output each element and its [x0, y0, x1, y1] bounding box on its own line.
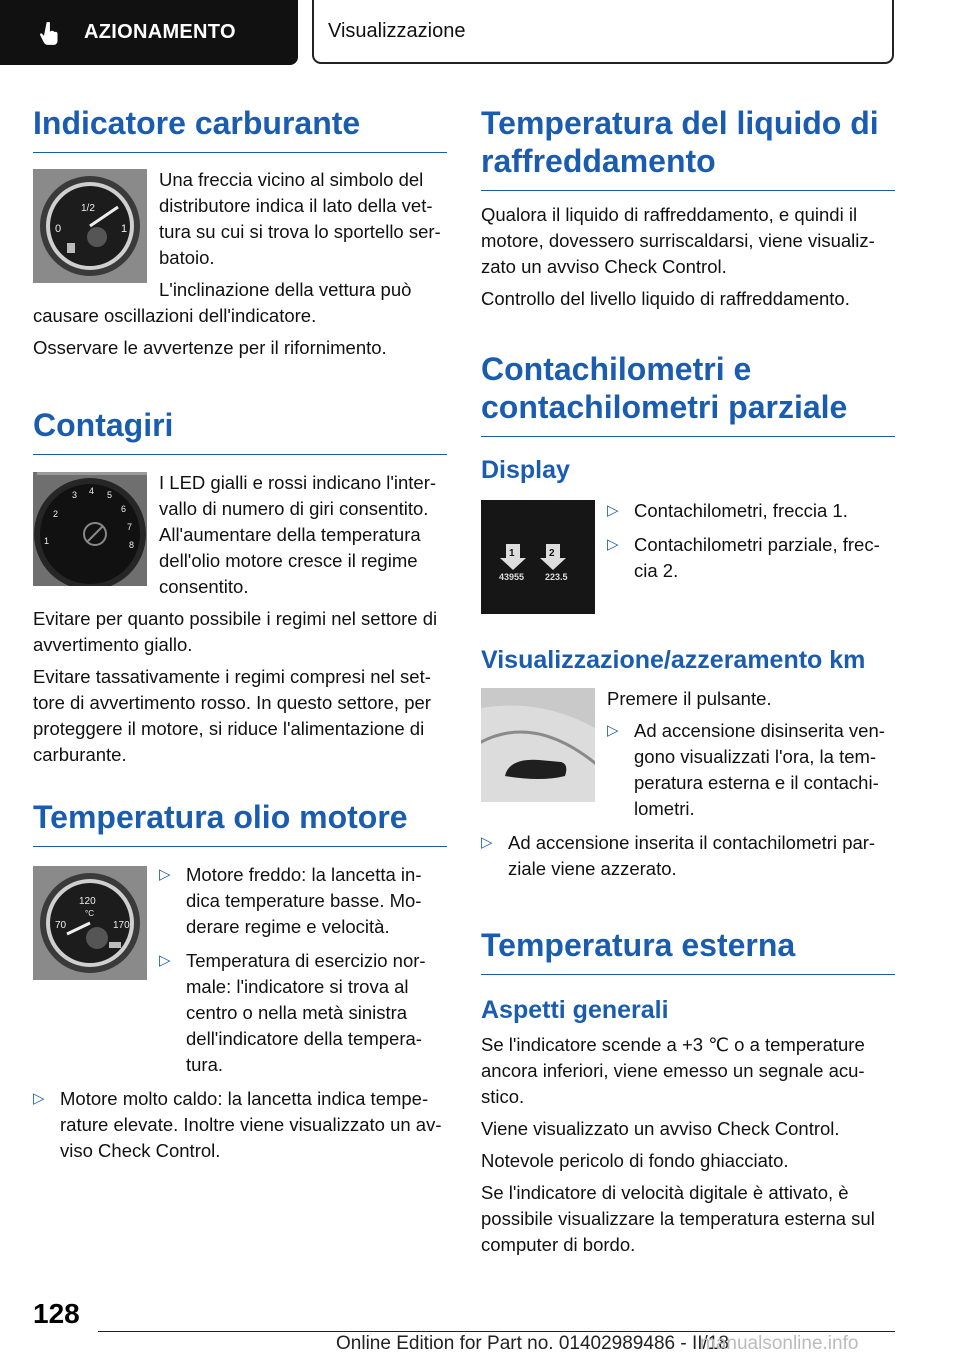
footer-edition: Online Edition for Part no. 01402989486 - II/18 [336, 1333, 729, 1354]
coolant-text-1: Qualora il liquido di raffreddamento, e quindi il motore, dovessero surriscaldarsi, viene visualiz-zato un avviso Check Control. [481, 204, 875, 277]
ext-section [481, 1032, 895, 1258]
oil-section [33, 862, 447, 1172]
reset-list-long [481, 830, 895, 882]
reset-list-short [607, 718, 895, 822]
coolant-text-2: Controllo del livello liquido di raffreddamento. [481, 288, 850, 309]
oil-heading: Temperatura olio motore [33, 798, 447, 847]
triangle-bullet-icon: ▷ [607, 502, 619, 519]
rev-label-5: 5 [107, 490, 113, 500]
oil-label-high: 170 [113, 920, 130, 931]
triangle-bullet-icon: ▷ [481, 834, 493, 851]
hand-pointer-icon [38, 20, 64, 46]
ext-heading: Temperatura esterna [481, 926, 895, 975]
reset-subheading: Visualizzazione/azzeramento km [481, 646, 866, 674]
oil-list-long [33, 1086, 447, 1164]
footer-divider [98, 1331, 895, 1332]
list-item: ▷ Motore freddo: la lancetta in-dica temperature basse. Mo-derare regime e velocità. [159, 864, 422, 937]
rev-label-8: 8 [129, 540, 135, 550]
display-subheading: Display [481, 456, 570, 484]
ext-text-1: Se l'indicatore scende a +3 ℃ o a temperature ancora inferiori, viene emesso un segnale acu-stico. [481, 1034, 865, 1107]
oil-gauge-image [33, 866, 147, 980]
list-item: ▷ Temperatura di esercizio nor-male: l'indicatore si trova al centro o nella metà sinistra dell'indicatore della tempera-tura. [159, 950, 426, 1075]
fuel-label-full: 1 [121, 223, 128, 235]
arrow-label-2: 2 [549, 548, 555, 559]
triangle-bullet-icon: ▷ [33, 1090, 45, 1107]
trip-value: 223.5 [545, 572, 568, 582]
rev-section [33, 470, 447, 768]
subsection-title: Visualizzazione [328, 19, 466, 42]
ext-subheading: Aspetti generali [481, 996, 669, 1024]
section-title: AZIONAMENTO [84, 21, 236, 43]
rev-text-3: Evitare tassativamente i regimi compresi nel set-tore di avvertimento rosso. In questo settore, per proteggere il motore, si riduce l'alimentazione di carburante. [33, 666, 431, 765]
reset-section [481, 686, 895, 890]
arrow-label-1: 1 [509, 548, 515, 559]
triangle-bullet-icon: ▷ [159, 866, 171, 883]
triangle-bullet-icon: ▷ [159, 952, 171, 969]
fuel-text-1: Una freccia vicino al simbolo del distributore indica il lato della vet-tura su cui si trova lo sportello ser-batoio. [159, 169, 441, 268]
list-item: ▷ Motore molto caldo: la lancetta indica tempe-rature elevate. Inoltre viene visualizzato un av-viso Check Control. [33, 1088, 442, 1161]
reset-intro: Premere il pulsante. [607, 688, 772, 709]
list-item: ▷ Contachilometri, freccia 1. [607, 498, 895, 524]
fuel-text-2: L'inclinazione della vettura può causare oscillazioni dell'indicatore. [33, 279, 412, 326]
display-list [607, 498, 895, 584]
ext-text-4: Se l'indicatore di velocità digitale è attivato, è possibile visualizzare la temperatura esterna sul computer di bordo. [481, 1182, 875, 1255]
oil-list-short [159, 862, 447, 1078]
list-item: ▷ Contachilometri parziale, frec-cia 2. [607, 534, 880, 581]
coolant-section [481, 202, 895, 312]
section-tab [0, 0, 298, 65]
odometer-value: 43955 [499, 572, 525, 582]
rev-label-1: 1 [44, 536, 50, 546]
rev-text-2: Evitare per quanto possibile i regimi nel settore di avvertimento giallo. [33, 608, 438, 655]
triangle-bullet-icon: ▷ [607, 722, 619, 739]
footer-watermark: manualsonline.info [700, 1333, 859, 1354]
fuel-label-empty: 0 [55, 223, 62, 235]
odometer-display-image [481, 500, 595, 614]
rev-label-3: 3 [72, 490, 78, 500]
fuel-gauge-image [33, 169, 147, 283]
list-item: ▷ Ad accensione inserita il contachilometri par-ziale viene azzerato. [481, 832, 876, 879]
reset-button-image [481, 688, 595, 802]
rev-label-2: 2 [53, 509, 59, 519]
ext-text-2: Viene visualizzato un avviso Check Control. [481, 1118, 840, 1139]
page-number: 128 [33, 1298, 80, 1329]
rev-heading: Contagiri [33, 406, 447, 455]
list-item: ▷ Ad accensione disinserita ven-gono visualizzati l'ora, la tem-peratura esterna e il contachi-lometri. [607, 720, 885, 819]
fuel-label-half: 1/2 [81, 203, 95, 214]
fuel-text-3: Osservare le avvertenze per il rifornimento. [33, 337, 387, 358]
rev-label-7: 7 [127, 522, 133, 532]
tachometer-image [33, 472, 147, 586]
coolant-heading: Temperatura del liquido di raffreddamento [481, 104, 895, 191]
oil-label-low: 70 [55, 920, 67, 931]
fuel-heading: Indicatore carburante [33, 104, 447, 153]
ext-text-3: Notevole pericolo di fondo ghiacciato. [481, 1150, 789, 1171]
rev-label-6: 6 [121, 504, 127, 514]
subsection-box [312, 0, 894, 64]
triangle-bullet-icon: ▷ [607, 536, 619, 553]
display-section [481, 498, 895, 614]
oil-label-mid: 120 [79, 896, 96, 907]
odo-heading: Contachilometri e contachilometri parziale [481, 350, 895, 437]
fuel-section [33, 167, 447, 361]
rev-label-4: 4 [89, 486, 95, 496]
rev-text-1: I LED gialli e rossi indicano l'inter-vallo di numero di giri consentito. All'aumentare della temperatura dell'olio motore cresce il regime consentito. [159, 472, 437, 597]
oil-label-unit: °C [85, 909, 94, 918]
